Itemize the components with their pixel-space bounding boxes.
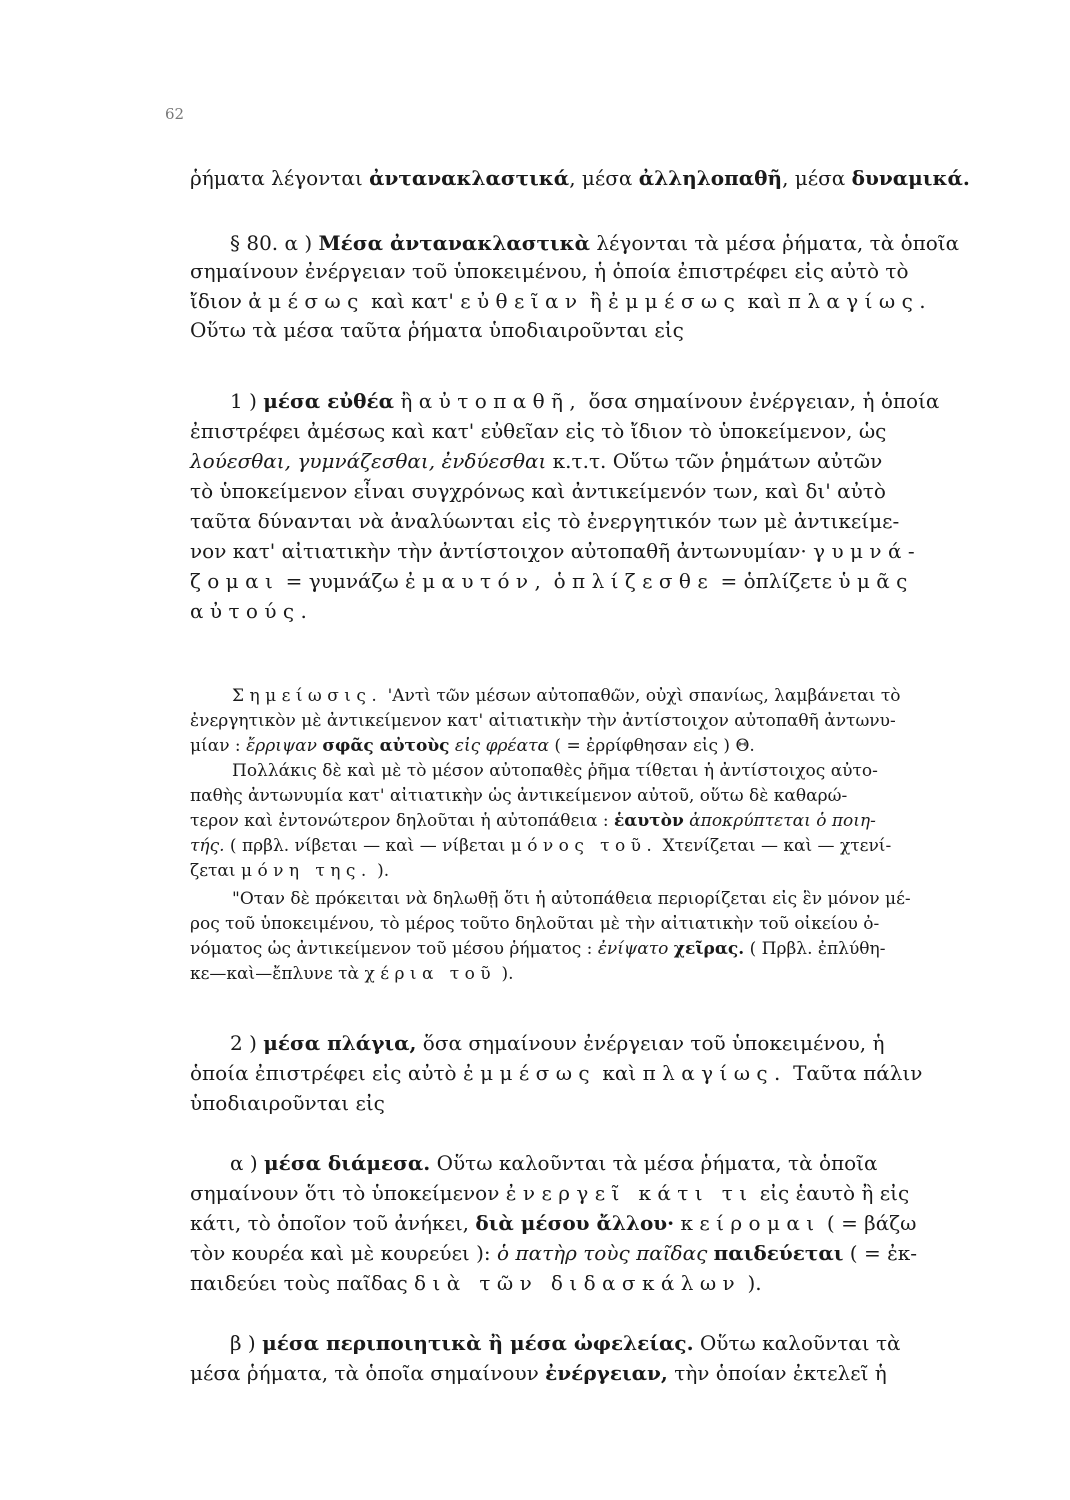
text-segment: ). [496,964,514,984]
text-line [190,860,1030,882]
text-segment: κ.τ.τ. Οὕτω τῶν ῥημάτων αὐτῶν [546,449,883,473]
text-segment: ἐμμέσως [462,1061,597,1085]
text-segment: ὁπλίζεσθε [553,569,715,593]
text-line [232,760,1070,782]
text-segment: διὰ τῶν διδασκάλων [414,1271,742,1295]
text-segment: ἢ [394,389,419,413]
text-segment: διὰ μέσου ἄλλου· [475,1211,675,1235]
text-line [230,1150,1070,1176]
text-line [190,165,1030,191]
text-segment: ἐπιστρέφει ἀμέσως καὶ κατ' εὐθεῖαν εἰς τὸ ἴδιον τὸ ὑποκείμενον, ὡς [190,419,887,443]
text-segment: λέγονται τὰ μέσα ῥήματα, τὰ ὁποῖα [590,231,960,255]
text-segment: Ταῦτα πάλιν [786,1061,923,1085]
text-line [190,1270,1030,1296]
text-segment: αὐτούς. [190,599,314,623]
text-segment: σημαίνουν ὅτι τὸ ὑποκείμενον [190,1181,506,1205]
text-line [190,735,1030,757]
page-number: 62 [165,105,185,123]
text-segment: πλαγίως. [787,289,932,313]
text-segment: ἢ [583,289,609,313]
text-segment: 'Αντὶ τῶν μέσων αὐτοπαθῶν, οὐχὶ σπανίως, λαμβάνεται τὸ [382,686,901,706]
text-line [190,963,1030,985]
text-line [190,913,1030,935]
text-segment: ). [371,861,390,881]
text-segment: κε—καὶ—ἔπλυνε τὰ [190,964,365,984]
text-line [190,1090,1030,1116]
text-segment: ἀποκρύπτεται ὁ ποιη- [689,811,876,831]
text-segment: μέσα πλάγια, [263,1031,417,1055]
text-segment: ἐνεργεῖ κάτι τι [505,1181,754,1205]
text-segment: ἐμαυτόν, [405,569,548,593]
text-line [232,685,1070,707]
text-line [190,418,1030,444]
text-segment: εἰς ἑαυτὸ ἢ εἰς [753,1181,910,1205]
text-segment: Χτενίζεται — καὶ — χτενί- [657,836,892,856]
text-segment: χέρια τοῦ [364,964,497,984]
text-segment: τερον καὶ ἐντονώτερον δηλοῦται ἡ αὐτοπάθεια : [190,811,614,831]
text-segment: παιδεύεται [713,1241,844,1265]
text-line [190,1240,1030,1266]
text-line [230,1330,1070,1356]
text-segment: λούεσθαι, γυμνάζεσθαι, ἐνδύεσθαι [190,449,547,473]
text-segment: μίαν : [190,736,247,756]
text-line [190,835,1030,857]
text-line [190,810,1030,832]
text-segment: ἐνέργειαν, [545,1361,668,1385]
text-segment: , μέσα [569,166,639,190]
text-segment: καὶ [741,289,788,313]
text-line [190,938,1030,960]
text-segment: "Οταν δὲ πρόκειται νὰ δηλωθῇ ὅτι ἡ αὐτοπάθεια περιορίζεται εἰς ἓν μόνον μέ- [232,889,911,909]
text-line [190,1060,1030,1086]
text-segment: ζομαι [190,569,280,593]
text-segment: ὁ πατὴρ τοὺς παῖδας [497,1241,708,1265]
text-segment: ἐνεργητικὸν μὲ ἀντικείμενον κατ' αἰτιατικὴν τὴν ἀντίστοιχον αὐτοπαθῆ ἀντωνυ- [190,711,896,731]
text-segment: μόνος τοῦ. [510,836,658,856]
text-segment: μέσα διάμεσα. [264,1151,431,1175]
text-segment: χεῖρας. [673,939,745,959]
text-segment: ἐμμέσως [608,289,742,313]
text-segment: καὶ κατ' [364,289,461,313]
text-segment: μέσα ῥήματα, τὰ ὁποῖα σημαίνουν [190,1361,546,1385]
text-segment: εἰς φρέατα [454,736,549,756]
text-segment: = ὁπλίζετε [714,569,839,593]
text-segment: κείρομαι [680,1211,821,1235]
text-segment: Οὕτω καλοῦνται τὰ [693,1331,901,1355]
text-segment: Σημείωσις. [232,686,383,706]
text-segment: ὑμᾶς [838,569,914,593]
text-segment: πλαγίως. [642,1061,787,1085]
text-segment: ἀντανακλαστικά [369,166,570,190]
text-line [190,785,1030,807]
text-line [230,230,1070,256]
text-segment: , μέσα [782,166,852,190]
text-line [190,1210,1030,1236]
text-segment: § 80. α ) [230,231,319,255]
text-segment: ἀμέσως [248,289,365,313]
text-segment: ταῦτα δύνανται νὰ ἀναλύωνται εἰς τὸ ἐνεργητικόν των μὲ ἀντικείμε- [190,509,900,533]
text-segment: κάτι, τὸ ὁποῖον τοῦ ἀνήκει, [190,1211,476,1235]
text-segment: αὐτοπαθῆ, [418,389,583,413]
text-segment: ὑποδιαιροῦνται εἰς [190,1091,385,1115]
text-segment: 2 ) [230,1031,264,1055]
text-segment: ( Πρβλ. ἐπλύθη- [744,939,886,959]
text-segment: = γυμνάζω [279,569,405,593]
text-segment: μόνη της. [240,861,372,881]
text-segment: ὁποία ἐπιστρέφει εἰς αὐτὸ [190,1061,463,1085]
text-segment: δυναμικά. [851,166,970,190]
text-line [230,1030,1070,1056]
text-segment: ( = ἐκ- [843,1241,918,1265]
text-line [190,1180,1030,1206]
text-segment: νόματος ὡς ἀντικείμενον τοῦ μέσου ῥήματος : [190,939,598,959]
text-segment: ἔρριψαν [246,736,317,756]
text-segment: τὴν ὁποίαν ἐκτελεῖ ἡ [667,1361,887,1385]
text-segment: ρος τοῦ ὑποκειμένου, τὸ μέρος τοῦτο δηλοῦται μὲ τὴν αἰτιατικὴν τοῦ οἰκείου ὀ- [190,914,880,934]
text-segment: ὅσα σημαίνουν ἐνέργειαν τοῦ ὑποκειμένου, ἡ [416,1031,885,1055]
text-segment: παθὴς ἀντωνυμία κατ' αἰτιατικὴν ὡς ἀντικείμενον αὐτοῦ, οὕτω δὲ καθαρώ- [190,786,848,806]
text-segment: ( πρβλ. νίβεται — καὶ — νίβεται [224,836,511,856]
text-segment: Μέσα ἀντανακλαστικὰ [318,231,590,255]
text-segment: τὸ ὑποκείμενον εἶναι συγχρόνως καὶ ἀντικείμενόν των, καὶ δι' αὐτὸ [190,479,886,503]
text-line [230,388,1070,414]
text-segment: σημαίνουν ἐνέργειαν τοῦ ὑποκειμένου, ἡ ὁποία ἐπιστρέφει εἰς αὐτὸ τὸ [190,259,909,283]
text-segment: α ) [230,1151,265,1175]
text-segment: ἑαυτὸν [613,811,684,831]
text-line [190,710,1030,732]
text-segment: 1 ) [230,389,264,413]
text-segment: εὐθεῖαν [460,289,584,313]
text-segment: ἀλληλοπαθῆ [638,166,783,190]
text-line [190,288,1030,314]
text-segment: μέσα εὐθέα [263,389,395,413]
text-segment: νον κατ' αἰτιατικὴν τὴν ἀντίστοιχον αὐτοπαθῆ ἀντωνυμίαν· [190,539,814,563]
text-segment: παιδεύει τοὺς παῖδας [190,1271,415,1295]
text-line [190,568,1030,594]
text-segment: Οὕτω τὰ μέσα ταῦτα ῥήματα ὑποδιαιροῦνται εἰς [190,318,684,342]
text-segment: καὶ [596,1061,643,1085]
text-segment: μέσα περιποιητικὰ ἢ μέσα ὠφελείας. [262,1331,694,1355]
text-line [190,478,1030,504]
text-segment: τής. [190,836,225,856]
text-segment: γυμνά- [813,539,922,563]
text-line [190,1360,1030,1386]
text-segment: ὅσα σημαίνουν ἐνέργειαν, ἡ ὁποία [582,389,940,413]
text-line [190,317,1030,343]
text-line [190,538,1030,564]
text-segment: τὸν κουρέα καὶ μὲ κουρεύει ): [190,1241,498,1265]
text-segment: ). [741,1271,762,1295]
text-segment: ἐνίψατο [597,939,669,959]
text-segment: ( = βάζω [820,1211,917,1235]
text-line [190,448,1030,474]
text-segment: β ) [230,1331,263,1355]
text-line [190,508,1030,534]
text-line [190,598,1030,624]
text-segment: Οὕτω καλοῦνται τὰ μέσα ῥήματα, τὰ ὁποῖα [430,1151,878,1175]
text-line [232,888,1070,910]
text-line [190,258,1030,284]
text-segment: σφᾶς αὐτοὺς [322,736,450,756]
text-segment: Πολλάκις δὲ καὶ μὲ τὸ μέσον αὐτοπαθὲς ῥῆμα τίθεται ἡ ἀντίστοιχος αὐτο- [232,761,878,781]
text-segment: ῥήματα λέγονται [190,166,370,190]
text-segment: ἴδιον [190,289,249,313]
text-segment: ( = ἐρρίφθησαν εἰς ) Θ. [549,736,755,756]
text-segment: ζεται [190,861,241,881]
